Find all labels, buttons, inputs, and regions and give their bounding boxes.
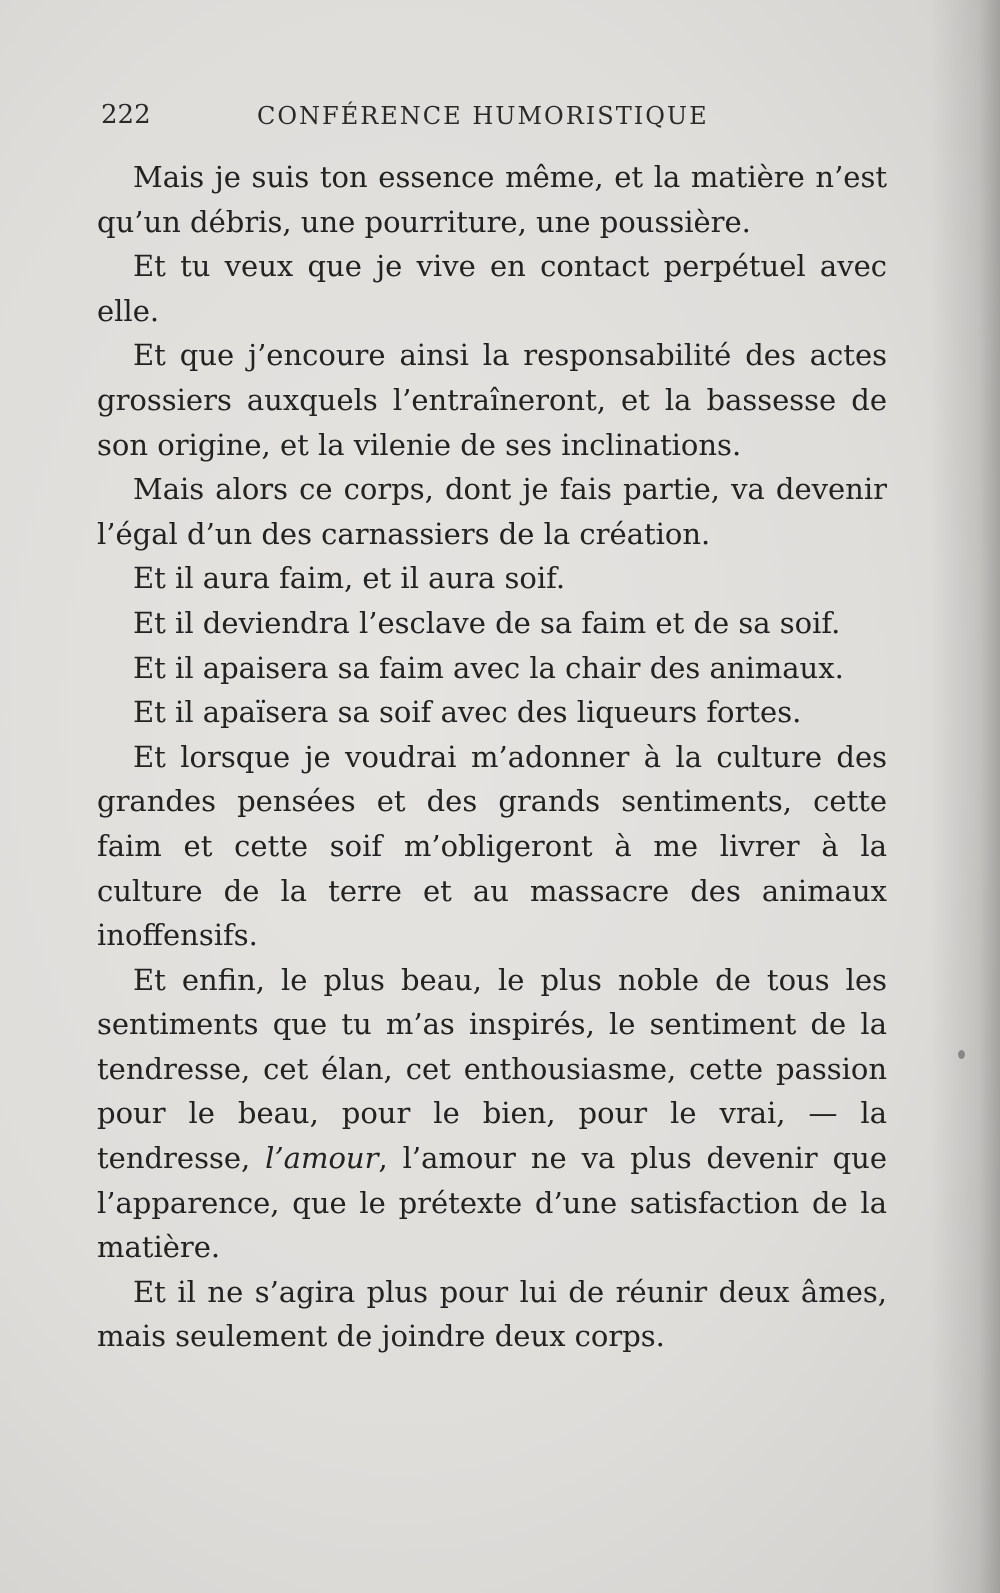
paragraph-text: , l’amour ne va plus devenir que l’apparence, que le prétexte d’une satisfaction de la matière. bbox=[97, 1141, 887, 1265]
paragraph: Et il aura faim, et il aura soif. bbox=[133, 561, 566, 596]
paragraph: Mais je suis ton essence même, et la matière n’est qu’un débris, une pourriture, une poussière. bbox=[97, 160, 887, 239]
paragraph bbox=[97, 958, 887, 1270]
body-text bbox=[97, 155, 887, 1359]
paragraph: Et que j’encoure ainsi la responsabilité des actes grossiers auxquels l’entraîneront, et la bassesse de son origine, et la vilenie de ses inclinations. bbox=[97, 338, 887, 462]
page-number: 222 bbox=[101, 100, 151, 130]
paragraph-text: Et enfin, le plus beau, le plus noble de tous les sentiments que tu m’as inspirés, le sentiment de la tendresse, cet élan, cet enthousiasme, cette passion pour le beau, pour le bien, pour le vrai, — la tendresse, bbox=[97, 962, 887, 1176]
running-head bbox=[101, 100, 741, 140]
paragraph: Et lorsque je voudrai m’adonner à la culture des grandes pensées et des grands sentiments, cette faim et cette soif m’obligeront à me livrer à la culture de la terre et au massacre des animaux inoffensifs. bbox=[97, 739, 887, 953]
paragraph: Mais alors ce corps, dont je fais partie, va devenir l’égal d’un des carnassiers de la création. bbox=[97, 472, 887, 551]
running-title: CONFÉRENCE HUMORISTIQUE bbox=[257, 102, 709, 130]
paragraph: Et il apaisera sa faim avec la chair des animaux. bbox=[133, 650, 844, 685]
paragraph: Et il deviendra l’esclave de sa faim et de sa soif. bbox=[133, 605, 841, 640]
emphasized-word: l’amour bbox=[265, 1141, 379, 1176]
page-edge-shadow bbox=[930, 0, 1000, 1593]
paragraph: Et il apaïsera sa soif avec des liqueurs fortes. bbox=[133, 695, 802, 730]
paragraph: Et il ne s’agira plus pour lui de réunir deux âmes, mais seulement de joindre deux corps. bbox=[97, 1274, 887, 1354]
paper-speck bbox=[958, 1050, 965, 1059]
paragraph: Et tu veux que je vive en contact perpétuel avec elle. bbox=[97, 249, 887, 328]
